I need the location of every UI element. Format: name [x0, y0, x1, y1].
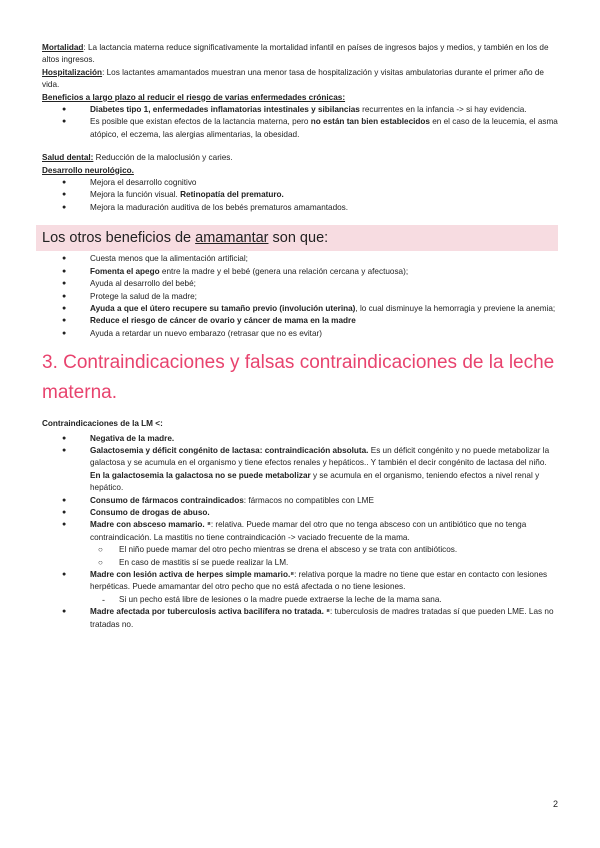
otros-beneficios-list — [42, 253, 558, 340]
neuro-list — [42, 177, 558, 214]
sub-list-item: ○ En caso de mastitis sí se puede realizar la LM. — [90, 557, 558, 569]
list-item: ● Es posible que existan efectos de la lactancia materna, pero no están tan bien establecidos en el caso de la leucemia, el asma atópico, el eczema, las alergias alimentarias, la obesidad. — [42, 116, 558, 141]
otros-beneficios-heading: Los otros beneficios de amamantar son que: — [42, 230, 329, 247]
list-item: ● Reduce el riesgo de cáncer de ovario y cáncer de mama en la madre — [42, 315, 558, 327]
list-item: ● Diabetes tipo 1, enfermedades inflamatorias intestinales y sibilancias recurrentes en la infancia -> si hay evidencia. — [42, 104, 558, 116]
long-term-heading: Beneficios a largo plazo al reducir el riesgo de varias enfermedades crónicas: — [42, 92, 346, 102]
sub-list — [90, 544, 558, 569]
list-item: ● Cuesta menos que la alimentación artificial; — [42, 253, 558, 265]
sub-list-item: - Si un pecho está libre de lesiones o la madre puede extraerse la leche de la mama sana. — [90, 594, 558, 606]
sub-list — [90, 594, 558, 606]
list-item: ● Ayuda al desarrollo del bebé; — [42, 278, 558, 290]
list-item: ● Mejora la maduración auditiva de los bebés prematuros amamantados. — [42, 202, 558, 214]
contraindicaciones-list — [42, 433, 558, 632]
sub-list-item: ○ El niño puede mamar del otro pecho mientras se drena el absceso y se trata con antibióticos. — [90, 544, 558, 556]
neuro-heading: Desarrollo neurológico. — [42, 165, 134, 175]
long-term-list — [42, 104, 558, 141]
contraindicaciones-heading: Contraindicaciones de la LM <: — [42, 419, 163, 429]
list-item: ● Ayuda a retardar un nuevo embarazo (retrasar que no es evitar) — [42, 328, 558, 340]
mortalidad-paragraph: Mortalidad: La lactancia materna reduce significativamente la mortalidad infantil en países de ingresos bajos y medios, y también en los de altos ingresos. — [42, 43, 549, 65]
list-item: ● Mejora la función visual. Retinopatía del prematuro. — [42, 189, 558, 201]
salud-dental-paragraph: Salud dental: Reducción de la maloclusión y caries. — [42, 153, 233, 163]
list-item: ● Negativa de la madre. — [42, 433, 558, 445]
list-item: ● Consumo de drogas de abuso. — [42, 507, 558, 519]
list-item: ● Ayuda a que el útero recupere su tamaño previo (involución uterina), lo cual disminuye la hemorragia y previene la anemia; — [42, 303, 558, 315]
list-item: ● Galactosemia y déficit congénito de lactasa: contraindicación absoluta. Es un déficit congénito y no puede metabolizar la galactosa y se acumula en el organismo y tiene efectos renales y hepáticos.. Y también el decir congénito de lactasa del niño. En la galactosemia la galactosa no se puede metabolizar y se acumula en el organismo, teniendo efectos a nivel renal y hepático. — [42, 445, 558, 495]
section-3-title: 3. Contraindicaciones y falsas contraindicaciones de la leche materna. — [42, 352, 555, 404]
list-item: ● Fomenta el apego entre la madre y el bebé (genera una relación cercana y afectuosa); — [42, 266, 558, 278]
list-item: ● Consumo de fármacos contraindicados: fármacos no compatibles con LME — [42, 495, 558, 507]
list-item: ● Madre con absceso mamario. ⁸: relativa. Puede mamar del otro que no tenga absceso con un antibiótico que no tenga contraindicación. La mastitis no tiene contraindicación -> vaciado frecuente de la mama. ○ El niño puede mamar del otro pecho mientras se drena el absceso y se trata con antibióticos. ○ En caso de mastitis sí se puede realizar la LM. — [42, 519, 558, 569]
page-number: 2 — [552, 799, 558, 809]
highlighted-heading-band — [36, 225, 558, 251]
list-item: ● Madre con lesión activa de herpes simple mamario.⁸: relativa porque la madre no tiene que estar en contacto con lesiones herpéticas. Puede amamantar del otro pecho que no está afectada o no tiene lesiones. - Si un pecho está libre de lesiones o la madre puede extraerse la leche de la mama sana. — [42, 569, 558, 606]
hospitalizacion-paragraph: Hospitalización: Los lactantes amamantados muestran una menor tasa de hospitalización y visitas ambulatorias durante el primer año de vida. — [42, 67, 544, 90]
document-page — [42, 42, 558, 631]
list-item: ● Protege la salud de la madre; — [42, 291, 558, 303]
list-item: ● Mejora el desarrollo cognitivo — [42, 177, 558, 189]
list-item: ● Madre afectada por tuberculosis activa bacilífera no tratada. ⁸: tuberculosis de madres tratadas sí que pueden LME. Las no tratadas no. — [42, 606, 558, 631]
